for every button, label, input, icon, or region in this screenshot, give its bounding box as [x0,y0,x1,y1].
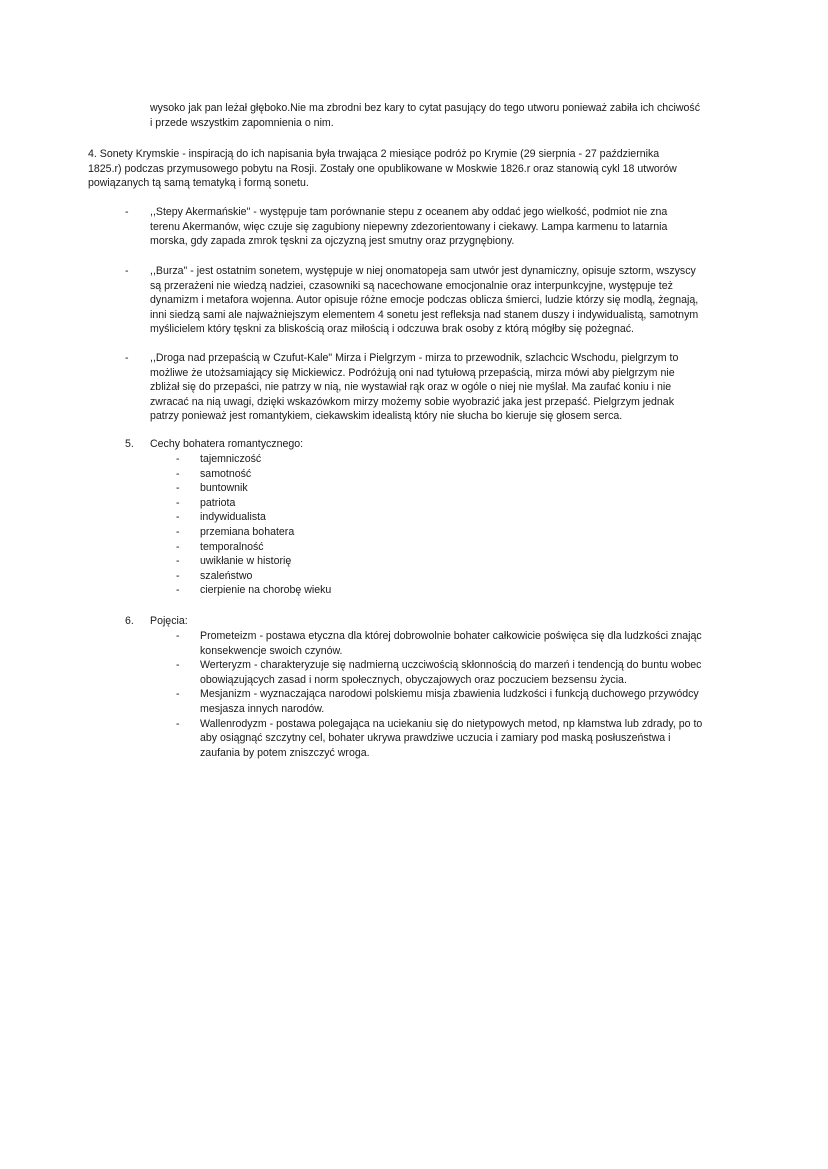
text-line: ,,Stepy Akermańskie" - występuje tam porównanie stepu z oceanem aby oddać jego wielkość, podmiot nie zna [150,206,668,218]
section-number: 6. [125,615,134,627]
list-item: - Mesjanizm - wyznaczająca narodowi polskiemu misja zbawienia ludzkości i funkcją duchowego przywódcy mesjasza innych narodów. [176,688,699,715]
section-number: 5. [125,438,134,450]
list-item: - Prometeizm - postawa etyczna dla której dobrowolnie bohater całkowicie poświęca się dla ludzkości znając konsekwencje swoich czynów. [176,630,702,657]
list-item: - Wallenrodyzm - postawa polegająca na uciekaniu się do nietypowych metod, np kłamstwa lub zdrady, po to aby osiągnąć szczytny cel, bohater ukrywa prawdziwe uczucia i zamiary pod maską posłuszeństwa i zaufania by potem zniszczyć wroga. [176,717,703,759]
list-item: - temporalność [176,540,264,553]
text-line: dynamizm i metafora wojenna. Autor opisuje różne emocje podczas oblicza śmierci, ludzie którzy się modlą, żegnają, [150,294,699,307]
list-item: - buntownik [176,482,248,495]
section-heading: Cechy bohatera romantycznego: [150,438,304,450]
text-line: i przede wszystkim zapomnienia o nim. [150,116,334,129]
text-line: myślicielem który tęskni za bliskością oraz miłością i odczuwa brak osoby z którą mógłby się pożegnać. [150,323,634,336]
section-heading: Pojęcia: [150,615,188,627]
text-line: patrzy ponieważ jest romantykiem, ciekawskim idealistą który nie słucha bo kieruje się głosem serca. [150,410,623,423]
text-line: terenu Akermanów, więc czuje się zagubiony niepewny zdezorientowany i ciekawy. Lampa karmenu to latarnia [150,220,668,233]
dash-bullet: - [125,206,129,218]
terms-list [170,629,730,760]
text-line: zbliżał się do przepaści, nie patrzy w nią, nie wystawiał rąk oraz w ogóle o niej nie myślał. Ma zaufać koniu i nie [150,381,672,394]
continuation-paragraph [150,101,740,130]
text-line: są przerażeni nie wiedzą nadziei, czasowniki są nacechowane emocjonalnie oraz interpunkcyjne, występuje też [150,279,673,292]
list-item: - przemiana bohatera [176,525,295,538]
text-line: 1825.r) podczas przymusowego pobytu na Rosji. Zostały one opublikowane w Moskwie 1826.r oraz stanowią cykl 18 utworów [88,162,677,175]
text-line: wysoko jak pan leżał głęboko.Nie ma zbrodni bez kary to cytat pasujący do tego utworu ponieważ zabiła ich chciwość [150,102,700,114]
text-line: możliwe że utożsamiający się Mickiewicz. Podróżują oni nad tytułową przepaścią, mirza mówi aby pielgrzym nie [150,366,675,379]
text-line: ,,Droga nad przepaścią w Czufut-Kale" Mirza i Pielgrzym - mirza to przewodnik, szlachcic Wschodu, pielgrzym to [150,352,679,364]
text-line: zwracać na nią uwagi, dzięki wskazówkom mirzy możemy sobie wyobrazić jaka jest przepaść. Pielgrzym jednak [150,395,674,408]
text-line: 4. Sonety Krymskie - inspiracją do ich napisania była trwająca 2 miesiące podróż po Krymie (29 sierpnia - 27 października [88,148,660,160]
section-4-intro [88,147,743,191]
list-item: - Werteryzm - charakteryzuje się nadmierną uczciwością skłonnością do marzeń i tendencją do buntu wobec obowiązujących zasad i norm społecznych, obyczajowych oraz poczuciem bezsensu życia. [176,659,702,686]
text-line: powiązanych tą samą tematyką i formą sonetu. [88,177,309,190]
text-line: morska, gdy zapada zmrok tęskni za ojczyzną jest smutny oraz przygnębiony. [150,235,515,248]
list-item: - szaleństwo [176,569,253,582]
text-line: ,,Burza" - jest ostatnim sonetem, występuje w niej onomatopeja sam utwór jest dynamiczny, opisuje sztorm, wszyscy [150,265,696,277]
traits-list [170,452,331,598]
list-item: - cierpienie na chorobę wieku [176,584,332,597]
list-item: - tajemniczość [176,453,262,465]
list-item: - uwikłanie w historię [176,555,292,568]
list-item: - indywidualista [176,511,266,524]
list-item: - samotność [176,467,252,480]
dash-bullet: - [125,265,129,277]
list-item: - patriota [176,496,236,509]
text-line: inni siedzą sami ale najważniejszym elementem 4 sonetu jest refleksja nad stanem duszy i indywidualistą, samotnym [150,308,699,321]
dash-bullet: - [125,352,129,364]
